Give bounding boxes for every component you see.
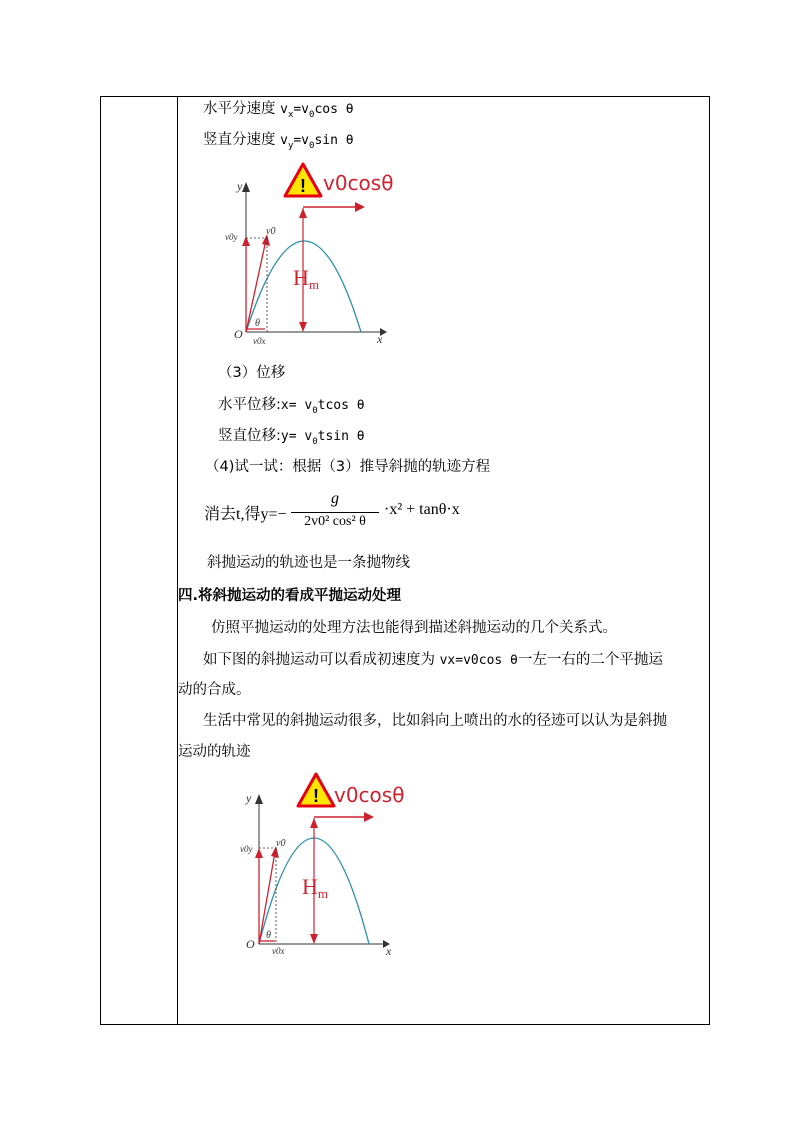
svg-text:!: !: [300, 176, 306, 196]
theta-label: θ: [255, 318, 260, 329]
hm-label-2: Hm: [302, 874, 329, 901]
theta-label-2: θ: [266, 930, 271, 941]
projectile-figure-1: [225, 160, 395, 350]
hm-label: Hm: [293, 265, 320, 292]
paragraph-decomposition-1: 如下图的斜抛运动可以看成初速度为 vx=v0cos θ一左一右的二个平抛运: [203, 652, 663, 668]
parabola-statement: 斜抛运动的轨迹也是一条抛物线: [207, 555, 410, 571]
section-four-heading: 四.将斜抛运动的看成平抛运动处理: [178, 588, 402, 604]
horizontal-displacement-line: 水平位移:x= $v_0tcos$ θ: [218, 397, 365, 416]
origin-label: O: [234, 327, 243, 341]
table-column-divider: [177, 96, 178, 1025]
vertical-displacement-line: 竖直位移:y= $v_0tsin$ θ: [218, 428, 365, 447]
paragraph-decomposition-2: 动的合成。: [178, 682, 251, 698]
y-axis-label-2: y: [246, 791, 252, 805]
svg-text:v0cosθ: [323, 171, 393, 195]
vertical-velocity-line: 竖直分速度 $v_y=v_0\sin$ θ: [203, 132, 354, 151]
v0x-label-2: v0x: [272, 946, 285, 956]
formula-prefix: 消去t,得y=−: [204, 506, 287, 523]
paragraph-analogy: 仿照平抛运动的处理方法也能得到描述斜抛运动的几个关系式。: [211, 620, 617, 636]
try-it-line: （4)试一试：根据（3）推导斜抛的轨迹方程: [205, 459, 491, 475]
formula-fraction: [289, 490, 381, 536]
v0y-label-2: v0y: [240, 844, 253, 854]
formula-numerator: g: [331, 490, 339, 507]
paragraph-example-1: 生活中常见的斜抛运动很多，比如斜向上喷出的水的径迹可以认为是斜抛: [203, 713, 667, 729]
v0y-label: v0y: [225, 232, 238, 242]
formula-suffix: ·x² + tanθ·x: [384, 501, 460, 518]
x-axis-label: x: [377, 332, 383, 346]
v0x-label: v0x: [253, 336, 266, 346]
horizontal-velocity-line: 水平分速度 $v_x=v_0\cos$ θ: [203, 101, 354, 120]
projectile-figure-2: [238, 772, 408, 962]
formula-denominator: 2v0² cos² θ: [304, 514, 366, 529]
v0-label: v0: [266, 226, 276, 237]
x-axis-label-2: x: [386, 944, 392, 958]
origin-label-2: O: [246, 937, 255, 951]
displacement-heading: （3）位移: [218, 365, 286, 381]
v0-label-2: v0: [276, 838, 286, 849]
warning-label-2: v0cosθ: [334, 783, 405, 807]
svg-text:!: !: [313, 786, 319, 806]
trajectory-formula: [204, 490, 464, 540]
y-axis-label: y: [237, 179, 243, 193]
paragraph-example-2: 运动的轨迹: [178, 744, 251, 760]
warning-label: v0cosθ: [323, 171, 394, 195]
